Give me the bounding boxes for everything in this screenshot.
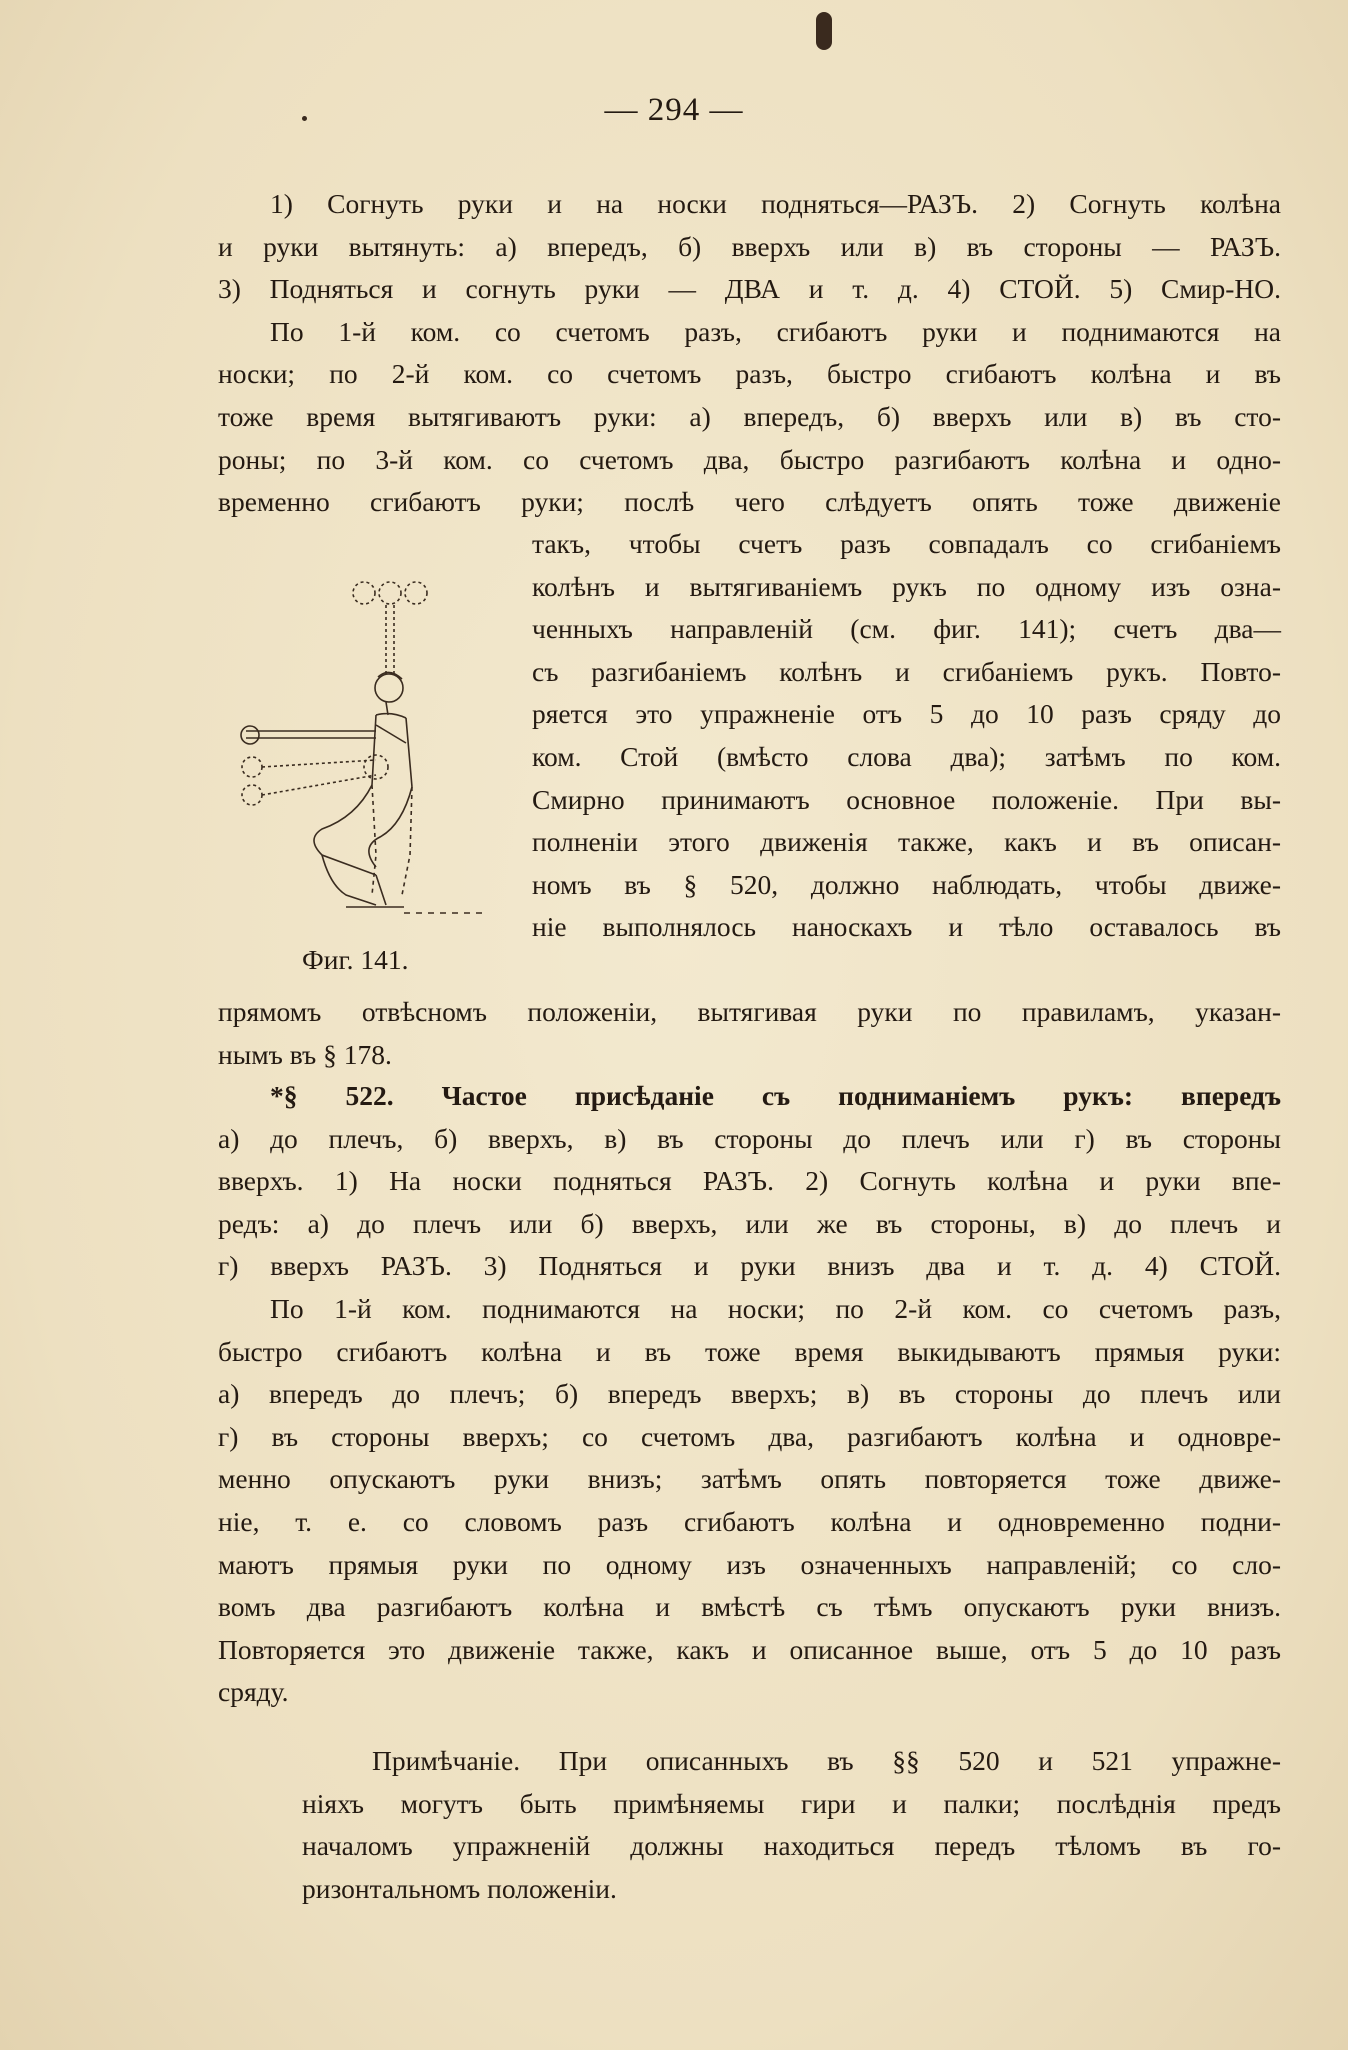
text-line: такъ, чтобы счетъ разъ совпадалъ со сгибаніемъ xyxy=(532,528,1281,559)
text-line: г) въ стороны вверхъ; со счетомъ два, разгибаютъ колѣна и одновре- xyxy=(218,1420,1281,1452)
text-line: По 1-й ком. поднимаются на носки; по 2-й ком. со счетомъ разъ, xyxy=(270,1292,1281,1324)
text-line: маютъ прямыя руки по одному изъ означенныхъ направленій; со сло- xyxy=(218,1548,1281,1580)
top-text-block xyxy=(218,183,1281,524)
text-line: прямомъ отвѣсномъ положеніи, вытягивая руки по правиламъ, указан- xyxy=(218,996,1281,1027)
text-line: и руки вытянуть: а) впередъ, б) вверхъ или в) въ стороны — РАЗЪ. xyxy=(218,230,1281,262)
text-line: вомъ два разгибаютъ колѣна и вмѣстѣ съ тѣмъ опускаютъ руки внизъ. xyxy=(218,1591,1281,1623)
text-line: ніе, т. е. со словомъ разъ сгибаютъ колѣна и одновременно подни- xyxy=(218,1505,1281,1537)
text-line: временно сгибаютъ руки; послѣ чего слѣдуетъ опять тоже движеніе xyxy=(218,486,1281,518)
text-line: носки; по 2-й ком. со счетомъ разъ, быстро сгибаютъ колѣна и въ xyxy=(218,358,1281,390)
after-figure-text xyxy=(218,991,1281,1076)
text-line: редъ: а) до плечъ или б) вверхъ, или же въ стороны, в) до плечъ и xyxy=(218,1207,1281,1239)
text-line: колѣнъ и вытягиваніемъ рукъ по одному изъ озна- xyxy=(532,570,1281,602)
text-line: номъ въ § 520, должно наблюдать, чтобы движе- xyxy=(532,868,1281,900)
section-522-text xyxy=(218,1075,1281,1714)
text-line: 1) Согнуть руки и на носки подняться—РАЗЪ. 2) Согнуть колѣна xyxy=(270,188,1281,219)
ink-blot xyxy=(816,12,832,50)
text-line: ком. Стой (вмѣсто слова два); затѣмъ по ком. xyxy=(532,740,1281,772)
text-line: Смирно принимаютъ основное положеніе. При вы- xyxy=(532,783,1281,815)
text-line: ніяхъ могутъ быть примѣняемы гири и палки; послѣднія предъ xyxy=(302,1787,1281,1819)
text-line: съ разгибаніемъ колѣнъ и сгибаніемъ рукъ. Повто- xyxy=(532,655,1281,687)
text-line: сряду. xyxy=(218,1676,289,1708)
text-line: По 1-й ком. со счетомъ разъ, сгибаютъ руки и поднимаются на xyxy=(270,315,1281,347)
text-line: ченныхъ направленій (см. фиг. 141); счетъ два— xyxy=(532,613,1281,645)
text-line: нымъ въ § 178. xyxy=(218,1038,392,1070)
note-first-line: Примѣчаніе. При описанныхъ въ §§ 520 и 521 упражне- xyxy=(372,1745,1281,1776)
section-heading-line: *§ 522. Частое присѣданіе съ подниманіемъ рукъ: впередъ xyxy=(270,1080,1281,1111)
text-line: Повторяется это движеніе также, какъ и описанное выше, отъ 5 до 10 разъ xyxy=(218,1633,1281,1665)
text-line: тоже время вытягиваютъ руки: а) впередъ, б) вверхъ или в) въ сто- xyxy=(218,400,1281,432)
text-line: а) до плечъ, б) вверхъ, в) въ стороны до плечъ или г) въ стороны xyxy=(218,1122,1281,1154)
text-line: а) впередъ до плечъ; б) впередъ вверхъ; в) въ стороны до плечъ или xyxy=(218,1378,1281,1410)
text-line: ряется это упражненіе отъ 5 до 10 разъ сряду до xyxy=(532,698,1281,730)
text-line: началомъ упражненій должны находиться передъ тѣломъ въ го- xyxy=(302,1830,1281,1862)
text-line: менно опускаютъ руки внизъ; затѣмъ опять повторяется тоже движе- xyxy=(218,1463,1281,1495)
page-number: — 294 — xyxy=(604,92,744,128)
figure-wrapped-text xyxy=(532,523,1281,949)
figure-caption: Фиг. 141. xyxy=(302,944,409,975)
figure-141-illustration xyxy=(226,555,506,940)
text-line: быстро сгибаютъ колѣна и въ тоже время выкидываютъ прямыя руки: xyxy=(218,1335,1281,1367)
text-line: роны; по 3-й ком. со счетомъ два, быстро разгибаютъ колѣна и одно- xyxy=(218,443,1281,475)
text-line: ризонтальномъ положеніи. xyxy=(302,1872,617,1904)
text-line: г) вверхъ РАЗЪ. 3) Подняться и руки внизъ два и т. д. 4) СТОЙ. xyxy=(218,1250,1281,1282)
note-text xyxy=(302,1740,1281,1910)
text-line: полненіи этого движенія также, какъ и въ описан- xyxy=(532,826,1281,858)
text-line: ніе выполнялось наноскахъ и тѣло оставалось въ xyxy=(532,911,1281,943)
text-line: 3) Подняться и согнуть руки — ДВА и т. д. 4) СТОЙ. 5) Смир-НО. xyxy=(218,273,1281,305)
text-line: вверхъ. 1) На носки подняться РАЗЪ. 2) Согнуть колѣна и руки впе- xyxy=(218,1165,1281,1197)
